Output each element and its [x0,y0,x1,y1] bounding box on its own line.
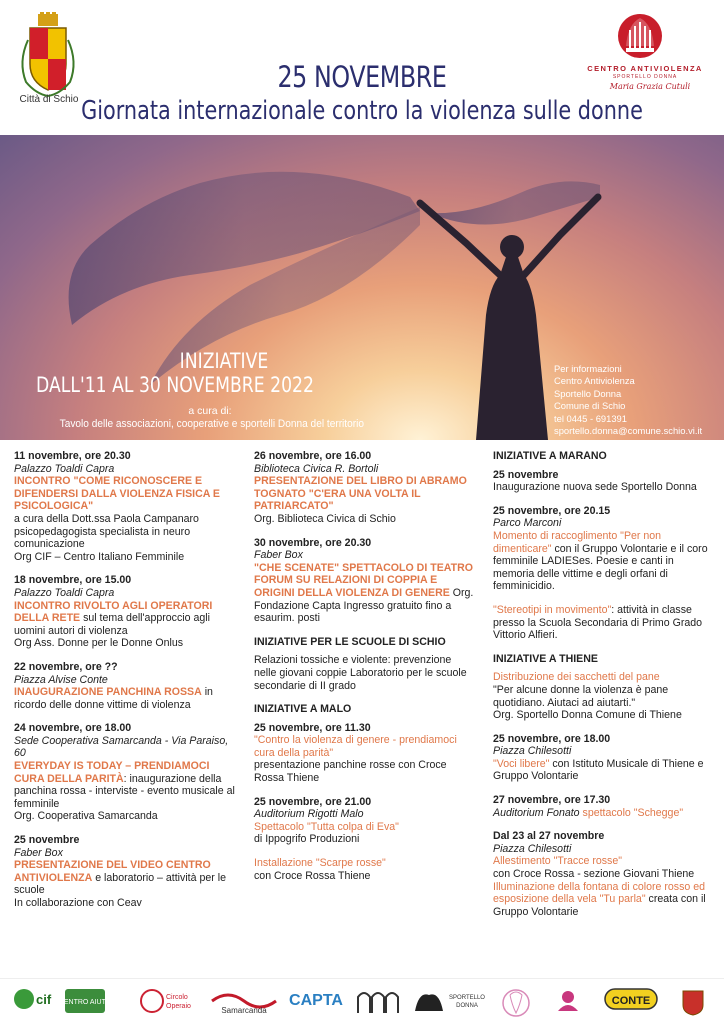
event-org: Org. Biblioteca Civica di Schio [254,512,396,525]
event-desc: sul tema dell'approccio agli uomini autori di violenza [14,612,210,637]
info-line: Centro Antiviolenza [554,375,635,387]
centro-antiviolenza-logo-icon [600,10,680,66]
info-email[interactable]: sportello.donna@comune.schio.vi.it [554,425,703,437]
info-box [554,363,702,437]
woman-outline-logo-icon [496,987,536,1021]
event-place: Auditorium Fonato [493,806,580,819]
hero-banner [0,135,724,440]
event-title: "Voci libere" [493,757,550,770]
event-title: INCONTRO "COME RICONOSCERE E DIFENDERSI DALLA VIOLENZA FISICA E PSICOLOGICA" [14,475,220,513]
event-place: Faber Box [14,846,63,859]
event-desc: creata con il Gruppo Volontarie [493,893,706,918]
event-desc: con il Gruppo Volontarie e il coro femminile LADIESes. Poesie e canti in memoria delle vittime e degli orfani di femminicidio. [493,542,708,593]
event-title: Momento di raccoglimento "Per non dimenticare" [493,529,662,555]
event-place: Piazza Alvise Conte [14,673,108,686]
event-org: Org CIF – Centro Italiano Femminile [14,550,185,563]
info-line: Comune di Schio [554,400,626,412]
event-title: "Stereotipi in movimento" [493,603,612,616]
events-column-marano-thiene [493,450,717,929]
event-place: Sede Cooperativa Samarcanda - Via Paraiso, 60 [14,734,229,760]
event-date: 25 novembre [493,468,559,481]
cav-title: CENTRO ANTIVIOLENZA [587,64,703,73]
event-title: INAUGURAZIONE PANCHINA ROSSA [14,686,202,699]
event-date: 25 novembre, ore 20.15 [493,504,611,517]
event-desc: Org. Fondazione Capta Ingresso gratuito fino a esaurim. posti [254,586,474,625]
event-desc: a cura della Dott.ssa Paola Campanaro psicopedagogista specialista in neuro comunicazione [14,512,199,551]
hero-credit: Tavolo delle associazioni, cooperative e sportelli Donna del territorio [59,418,365,430]
section-heading-marano: INIZIATIVE A MARANO [493,450,607,462]
svg-text:cif: cif [36,992,52,1007]
event-title: PRESENTAZIONE DEL VIDEO CENTRO ANTIVIOLENZA [14,859,211,884]
event-date: 27 novembre, ore 17.30 [493,794,611,807]
event-item [14,574,236,650]
event-date: 11 novembre, ore 20.30 [14,450,131,462]
cav-signature: Maria Grazia Cutuli [609,82,691,91]
event-org: Org. Cooperativa Samarcanda [14,810,158,823]
event-place: Palazzo Toaldi Capra [14,586,115,599]
svg-text:Operaio: Operaio [166,1003,191,1010]
event-title: Illuminazione della fontana di colore rosso ed esposizione della vela "Tu parla" [493,880,706,906]
event-item [254,722,476,785]
svg-text:SPORTELLO: SPORTELLO [449,995,485,1001]
sportello-donna-logo-icon [546,987,590,1017]
event-place: Piazza Chilesotti [493,842,572,855]
event-desc: : inaugurazione della panchina rossa - interviste - evento musicale al femminile [14,772,235,810]
event-item [493,604,717,642]
event-date: Dal 23 al 27 novembre [493,830,605,843]
conte-cooperativa-logo-icon [602,987,660,1019]
cav-subtitle: SPORTELLO DONNA [612,74,678,80]
hero-credit-label: a cura di: [188,405,232,417]
hero-title: INIZIATIVE [179,349,269,373]
event-title: Spettacolo "Tutta colpa di Eva" [254,820,399,833]
event-item [14,722,236,823]
event-org: Org Ass. Donne per le Donne Onlus [14,637,184,650]
event-title: Allestimento "Tracce rosse" [493,855,622,868]
event-title: EVERYDAY IS TODAY – PRENDIAMOCI CURA DELLA PARITÀ [14,760,210,785]
event-desc: in ricordo delle donne vittime di violenza [14,686,213,711]
info-phone: tel 0445 - 691391 [554,412,627,424]
event-date: 25 novembre, ore 18.00 [493,732,611,745]
event-desc: Inaugurazione nuova sede Sportello Donna [493,481,697,494]
event-title: PRESENTAZIONE DEL LIBRO DI ABRAMO TOGNATO "C'ERA UNA VOLTA IL PATRIARCATO" [254,475,467,513]
comune-malo-logo-icon [670,987,716,1019]
event-title: Installazione "Scarpe rosse" [254,857,386,870]
event-item [254,796,476,846]
svg-text:Circolo: Circolo [166,994,188,1001]
event-desc: Relazioni tossiche e violente: prevenzione nelle giovani coppie Laboratorio per le scuole secondarie di II grado [254,654,467,692]
event-item [14,661,236,711]
event-title: "CHE SCENATE" SPETTACOLO DI TEATRO FORUM SU RELAZIONI DI COPPIA E ORIGINI DELLA VIOLENZA DI GENERE [254,561,473,599]
section-heading-scuole: INIZIATIVE PER LE SCUOLE DI SCHIO [254,635,446,648]
event-place: Parco Marconi [493,517,562,530]
event-item [14,834,236,910]
event-desc: con Croce Rossa - sezione Giovani Thiene [493,868,695,881]
partner-logos [0,978,724,1024]
svg-text:Samarcanda: Samarcanda [221,1006,267,1015]
events-column-schio [14,450,236,921]
event-desc: "Per alcune donne la violenza è pane quotidiano. Aiutaci ad aiutarti." [493,683,669,709]
event-place: Faber Box [254,549,303,562]
event-org: Org. Sportello Donna Comune di Thiene [493,709,682,722]
event-desc: con Istituto Musicale di Thiene e Gruppo Volontarie [493,757,704,783]
event-item [493,733,717,783]
page-subtitle: Giornata internazionale contro la violenza sulle donne [81,96,643,126]
event-title: "Contro la violenza di genere - prendiamoci cura della parità" [254,734,457,759]
info-line: Sportello Donna [554,387,622,399]
event-item [254,537,476,625]
event-org: In collaborazione con Ceav [14,897,142,909]
svg-text:CENTRO AIUTO: CENTRO AIUTO [58,999,112,1006]
event-place: Piazza Chilesotti [493,745,572,758]
header [0,0,724,135]
hero-dates: DALL'11 AL 30 NOVEMBRE 2022 [36,373,314,397]
cav-logo-icon [60,987,110,1017]
event-date: 26 novembre, ore 16.00 [254,450,372,462]
circolo-operaio-logo-icon [136,987,200,1017]
event-place: Biblioteca Civica R. Bortoli [254,462,379,475]
event-desc: con Croce Rossa Thiene [254,869,371,882]
events-column-schio-malo [254,450,476,893]
event-item [14,450,236,563]
city-name: Città di Schio [19,94,79,105]
event-desc: : attività in classe presso la Scuola Secondaria di Primo Grado Vittorio Alfieri. [493,603,703,642]
event-date: 25 novembre, ore 21.00 [254,795,372,808]
event-item [493,671,717,721]
event-item [493,505,717,593]
section-heading-thiene: INIZIATIVE A THIENE [493,652,598,665]
event-item [254,450,476,526]
svg-text:CAPTA: CAPTA [289,992,343,1009]
event-item [493,469,717,494]
event-item [493,794,717,819]
capta-logo-icon [286,987,346,1017]
svg-text:CONTE: CONTE [611,995,651,1007]
event-date: 30 novembre, ore 20.30 [254,536,372,549]
event-date: 22 novembre, ore ?? [14,660,118,673]
page-title: 25 NOVEMBRE [277,60,447,94]
section-heading-malo: INIZIATIVE A MALO [254,703,352,716]
event-title: INCONTRO RIVOLTO AGLI OPERATORI DELLA RETE [14,599,213,625]
event-place: Palazzo Toaldi Capra [14,462,115,475]
cif-logo-icon [10,987,54,1013]
event-desc: di Ippogrifo Produzioni [254,833,360,846]
sportello-donna-barbetta-logo-icon [410,987,490,1017]
event-date: 25 novembre [14,834,80,847]
event-item [493,830,717,918]
svg-text:DONNA: DONNA [456,1003,478,1009]
event-date: 18 novembre, ore 15.00 [14,574,132,587]
event-date: 24 novembre, ore 18.00 [14,722,132,735]
event-place: Auditorium Rigotti Malo [254,808,364,821]
event-desc: presentazione panchine rosse con Croce Rossa Thiene [254,759,447,785]
samarcanda-logo-icon [208,987,280,1017]
info-line: Per informazioni [554,363,622,374]
event-desc: e laboratorio – attività per le scuole [14,871,226,897]
event-title: spettacolo "Schegge" [582,806,684,819]
event-item [254,857,476,882]
event-title: Distribuzione dei sacchetti del pane [493,671,660,684]
event-date: 25 novembre, ore 11.30 [254,721,371,734]
arches-logo-icon [352,987,402,1017]
